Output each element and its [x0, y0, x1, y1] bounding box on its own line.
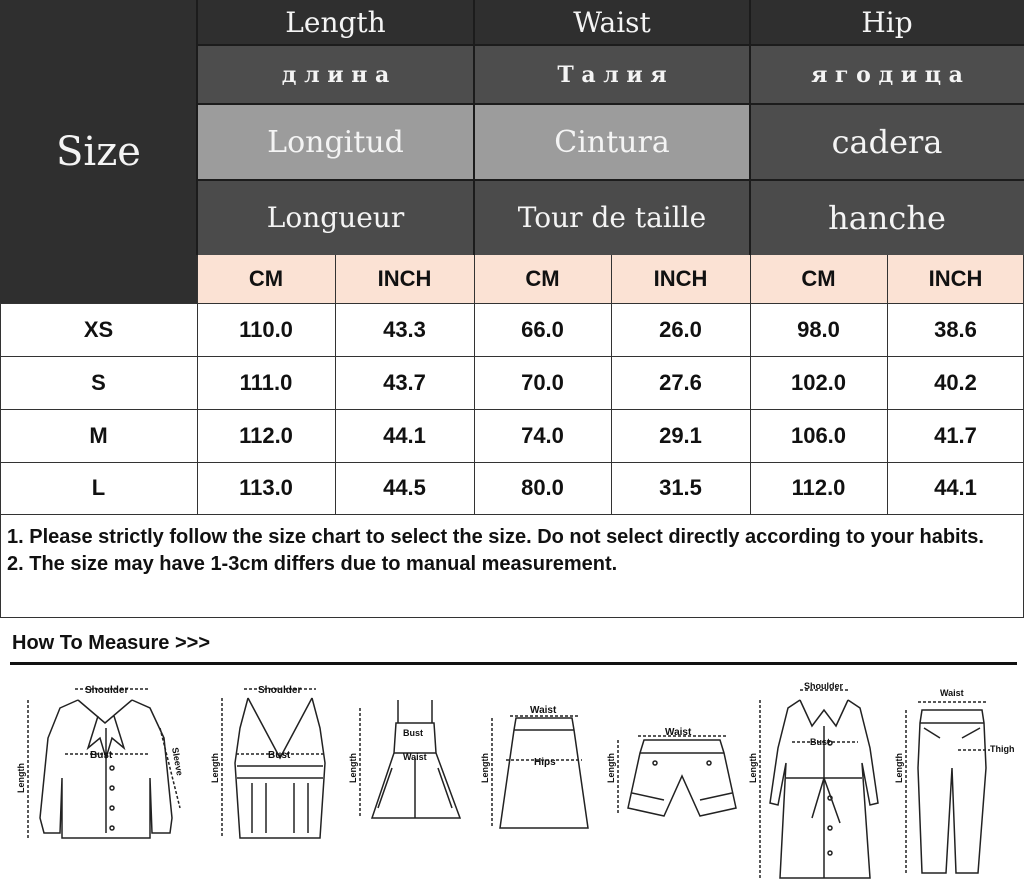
label-bust: Bust	[90, 750, 113, 761]
label-length: Length	[606, 753, 616, 783]
pants-illustration	[906, 702, 990, 873]
row-value: 26.0	[659, 316, 702, 342]
note-2: 2. The size may have 1-3cm differs due to manual measurement.	[7, 553, 618, 575]
label-hips: Hips	[534, 757, 556, 768]
row-value: 106.0	[790, 422, 847, 448]
skirt-illustration	[492, 716, 588, 828]
label-length: Length	[748, 753, 758, 783]
row-value: 110.0	[239, 316, 293, 342]
row-value: 113.0	[239, 475, 293, 500]
label-waist: Waist	[665, 727, 692, 738]
label-thigh: Thigh	[990, 744, 1015, 754]
row-value: 40.2	[934, 369, 977, 395]
col-waist-en: Waist	[474, 0, 750, 45]
label-bust: Bust	[268, 750, 291, 761]
label-length: Length	[16, 763, 26, 793]
unit-waist-inch: INCH	[611, 255, 750, 303]
label-shoulder: Shoulder	[804, 681, 844, 691]
col-waist-es: Cintura	[474, 104, 750, 180]
col-length-fr: Longueur	[197, 180, 474, 255]
row-size: XS	[83, 316, 114, 342]
unit-waist-cm: CM	[474, 255, 611, 303]
row-value: 111.0	[239, 369, 293, 395]
row-value: 102.0	[790, 369, 847, 395]
row-value: 98.0	[797, 316, 840, 342]
label-shoulder: Shoulder	[85, 685, 129, 696]
row-value: 43.3	[383, 316, 426, 342]
col-waist-fr: Tour de taille	[474, 180, 750, 255]
note-1: 1. Please strictly follow the size chart to select the size. Do not select directly according to your habits.	[7, 526, 984, 548]
row-value: 29.1	[659, 422, 702, 448]
row-value: 74.0	[521, 422, 564, 448]
row-size: M	[89, 422, 108, 448]
row-value: 44.1	[934, 475, 977, 500]
label-waist: Waist	[530, 705, 557, 716]
label-sleeve: Sleeve	[170, 746, 185, 777]
label-length: Length	[480, 753, 490, 783]
label-waist: Waist	[940, 688, 964, 698]
row-value: 112.0	[791, 475, 846, 500]
row-value: 44.1	[383, 422, 426, 448]
how-to-measure-title: How To Measure >>>	[12, 632, 211, 654]
notes-box	[0, 514, 1024, 618]
unit-length-inch: INCH	[335, 255, 474, 303]
row-value: 112.0	[239, 422, 293, 448]
row-value: 66.0	[521, 316, 564, 342]
row-value: 27.6	[659, 369, 702, 395]
row-value: 38.6	[934, 316, 977, 342]
col-hip-en: Hip	[750, 0, 1024, 45]
size-header: Size	[0, 0, 197, 303]
label-waist: Waist	[403, 752, 427, 762]
shorts-illustration	[618, 736, 736, 816]
tank-top-illustration	[222, 689, 326, 838]
how-to-measure-rule	[10, 662, 1017, 665]
col-hip-es: cadera	[750, 104, 1024, 180]
row-value: 43.7	[383, 369, 426, 395]
row-value: 80.0	[521, 475, 564, 500]
unit-hip-cm: CM	[750, 255, 887, 303]
row-value: 70.0	[521, 369, 564, 395]
col-length-en: Length	[197, 0, 474, 45]
row-value: 44.5	[383, 475, 426, 500]
unit-hip-inch: INCH	[887, 255, 1024, 303]
label-length: Length	[348, 753, 358, 783]
unit-length-cm: CM	[197, 255, 335, 303]
label-length: Length	[210, 753, 220, 783]
label-bust: Bust	[403, 728, 423, 738]
coat-illustration	[760, 690, 878, 878]
col-length-es: Longitud	[197, 104, 474, 180]
row-value: 31.5	[659, 475, 702, 500]
col-hip-ru: я г о д и ц а	[750, 45, 1024, 104]
col-hip-fr: hanche	[750, 180, 1024, 255]
blouse-illustration	[28, 689, 180, 838]
row-value: 41.7	[934, 422, 977, 448]
col-waist-ru: Т а л и я	[474, 45, 750, 104]
label-shoulder: Shoulder	[258, 685, 302, 696]
row-size: L	[91, 475, 106, 500]
col-length-ru: д л и н а	[197, 45, 474, 104]
measure-illustrations	[0, 668, 1024, 892]
row-size: S	[91, 369, 106, 395]
label-bust: Bust	[810, 737, 830, 747]
label-length: Length	[894, 753, 904, 783]
